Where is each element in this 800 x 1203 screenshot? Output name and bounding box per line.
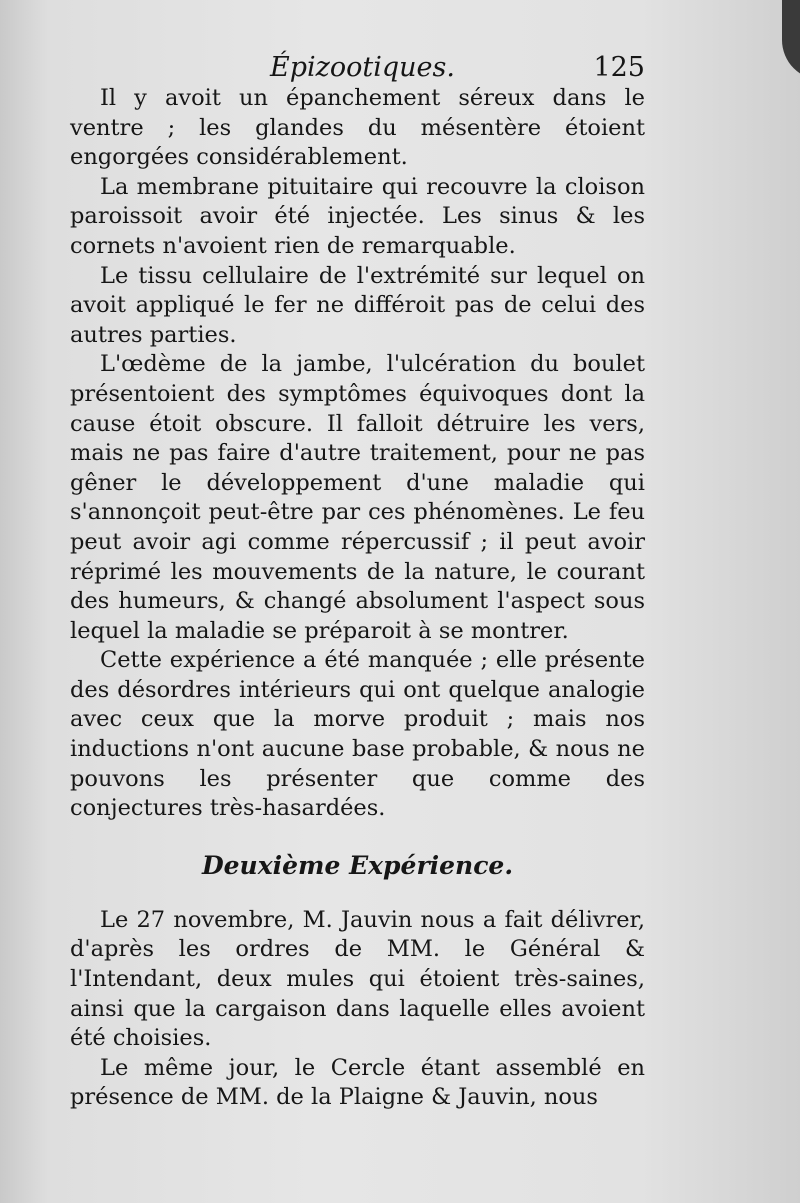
body-text — [70, 84, 645, 1113]
section-title: Deuxième Expérience. — [201, 850, 514, 880]
paragraph: Il y avoit un épanchement séreux dans le ventre ; les glandes du mésentère étoient engorgées considérablement. — [70, 85, 645, 171]
paragraph: Le même jour, le Cercle étant assemblé en présence de MM. de la Plaigne & Jauvin, nous — [70, 1054, 645, 1111]
paragraph: Le tissu cellulaire de l'extrémité sur lequel on avoit appliqué le fer ne différoit pas de celui des autres parties. — [70, 262, 645, 348]
page-edge-shadow — [782, 0, 800, 80]
running-head: Épizootiques. — [270, 52, 455, 83]
paragraph: L'œdème de la jambe, l'ulcération du boulet présentoient des symptômes équivoques dont la cause étoit obscure. Il falloit détruire les vers, mais ne pas faire d'autre traitement, pour ne pas gêner le développement d'une maladie qui s'annonçoit peut-être par ces phénomènes. Le feu peut avoir agi comme répercussif ; il peut avoir réprimé les mouvements de la nature, le courant des humeurs, & changé absolument l'aspect sous lequel la maladie se préparoit à se montrer. — [70, 351, 645, 644]
paragraph: Cette expérience a été manquée ; elle présente des désordres intérieurs qui ont quelque analogie avec ceux que la morve produit ; mais nos inductions n'ont aucune base probable, & nous ne pouvons les présenter que comme des conjectures très-hasardées. — [70, 647, 645, 822]
paragraph: La membrane pituitaire qui recouvre la cloison paroissoit avoir été injectée. Les sinus & les cornets n'avoient rien de remarquable. — [70, 173, 645, 259]
page-number: 125 — [593, 52, 645, 83]
paragraph: Le 27 novembre, M. Jauvin nous a fait délivrer, d'après les ordres de MM. le Général & l'Intendant, deux mules qui étoient très-saines, ainsi que la cargaison dans laquelle elles avoient été choisies. — [70, 906, 645, 1052]
